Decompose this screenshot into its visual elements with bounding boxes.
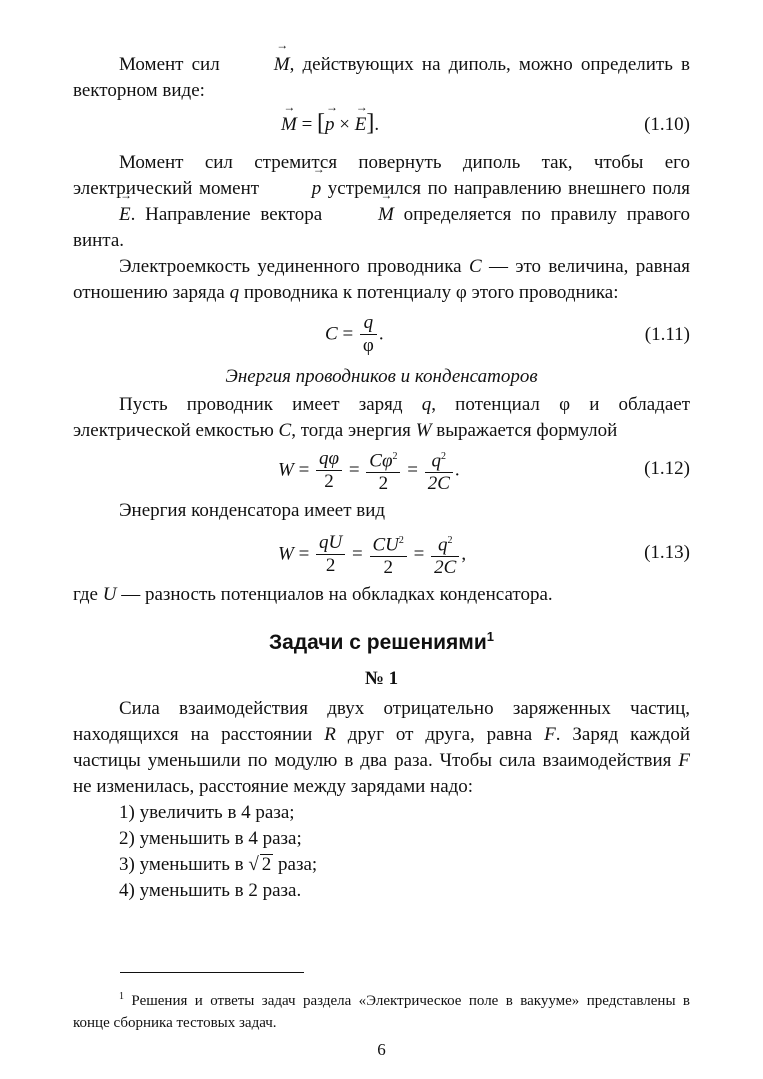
- paragraph-dipole-rotation: Момент сил стремится повернуть диполь так, чтобы его электрический момент → p устремился по направлению внешнего поля → E. Направление вектора → M определяется по правилу правого винта.: [73, 150, 690, 254]
- equation-body: → M = [→ p × → E].: [281, 110, 379, 137]
- paragraph-potential-difference: где U — разность потенциалов на обкладках конденсатора.: [73, 584, 553, 605]
- footnote-marker[interactable]: 1: [486, 629, 494, 644]
- page-content: [73, 52, 690, 904]
- paragraph-capacitance: Электроемкость уединенного проводника C — это величина, равная отношению заряда q проводника к потенциалу φ этого проводника:: [73, 256, 690, 303]
- answer-options: [73, 800, 690, 904]
- equation-number: (1.12): [644, 458, 690, 479]
- equation-1-11: [73, 310, 690, 360]
- paragraph-capacitor-energy: Энергия конденсатора имеет вид: [119, 500, 386, 521]
- vector-m: → M: [228, 52, 290, 78]
- problem-number: № 1: [364, 668, 399, 689]
- problem-text: Сила взаимодействия двух отрицательно заряженных частиц, находящихся на расстоянии R друг от друга, равна F. Заряд каждой частицы уменьшили по модулю в два раза. Чтобы сила взаимодействия F не изменилась, расстояние между зарядами надо:: [73, 698, 691, 797]
- footnote-divider: [120, 972, 304, 973]
- footnote: $^1$ Решения и ответы задач раздела «Электрическое поле в вакууме» представлены в конце сборника тестовых задач.: [73, 991, 691, 1031]
- answer-option: 3) уменьшить в √ 2 раза;: [119, 854, 318, 875]
- equation-number: (1.10): [644, 114, 690, 135]
- equation-body: W = $\frac{q\varphi}{2}$ = $\frac{C\varphi^2}{2}$ = $\frac{q^2}{2C}$ .: [278, 446, 460, 495]
- answer-option: 1) увеличить в 4 раза;: [119, 802, 295, 823]
- answer-option: 4) уменьшить в 2 раза.: [119, 880, 302, 901]
- answer-option: 2) уменьшить в 4 раза;: [119, 828, 302, 849]
- equation-number: (1.13): [644, 542, 690, 563]
- equation-number: (1.11): [644, 324, 690, 345]
- page-number: 6: [377, 1040, 386, 1059]
- sqrt-sign: √: [248, 854, 259, 875]
- subheading-energy: Энергия проводников и конденсаторов: [225, 366, 538, 387]
- equation-1-10: [73, 110, 690, 140]
- equation-body: C = $\frac{q}{\varphi}$ .: [325, 312, 384, 356]
- equation-1-13: [73, 528, 690, 578]
- paragraph-torque: Момент сил → M, действующих на диполь, можно определить в векторном виде:: [73, 52, 690, 104]
- paragraph-conductor-energy: Пусть проводник имеет заряд q, потенциал φ и обладает электрической емкостью C, тогда энергия W выражается формулой: [73, 394, 690, 441]
- section-title: Задачи с решениями$^1$: [269, 629, 494, 654]
- equation-1-12: [73, 444, 690, 494]
- equation-body: W = $\frac{qU}{2}$ = $\frac{CU^2}{2}$ = $\frac{q^2}{2C}$ ,: [278, 530, 466, 579]
